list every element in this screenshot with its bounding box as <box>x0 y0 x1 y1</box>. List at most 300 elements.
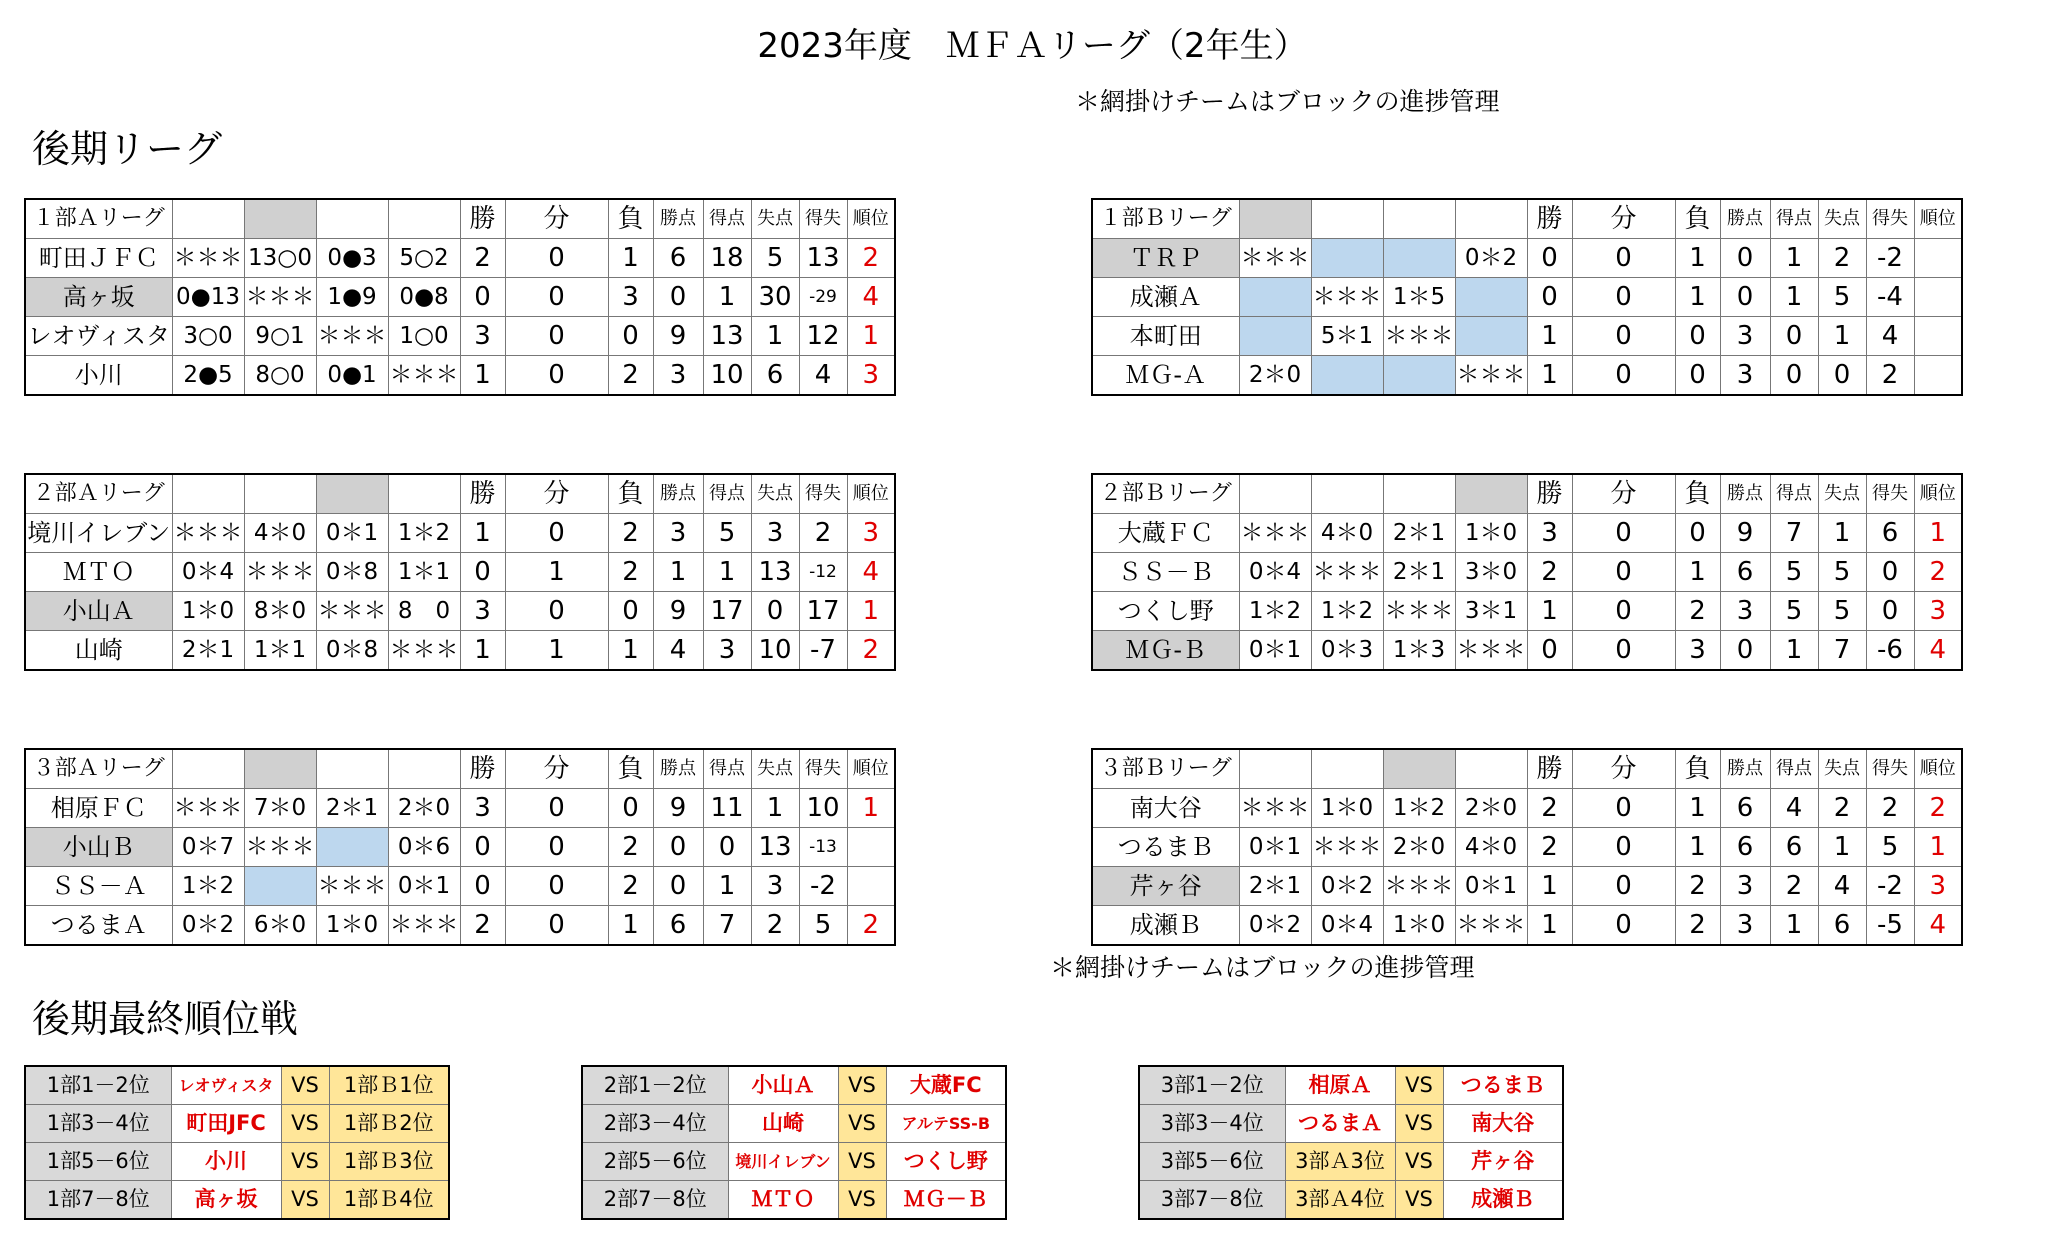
vs-label: VS <box>1395 1143 1443 1181</box>
opponent-header-cell <box>172 199 244 239</box>
team-name: 相原ＦＣ <box>25 789 172 828</box>
stat-header: 勝点 <box>653 474 703 514</box>
match-result: 0＊1 <box>1455 867 1527 906</box>
team-stat: 0 <box>1572 514 1675 553</box>
team-stat: 0 <box>1572 828 1675 867</box>
team-stat: 5 <box>799 906 847 946</box>
team-stat: 2 <box>1527 789 1572 828</box>
team-right: 1部Ｂ3位 <box>329 1143 449 1181</box>
team-stat: 2 <box>608 356 653 396</box>
match-result: 8○0 <box>244 356 316 396</box>
team-name: ＭＧ-Ａ <box>1092 356 1239 396</box>
team-stat: 3 <box>1720 356 1770 396</box>
section-final-ranking: 後期最終順位戦 <box>32 997 299 1041</box>
team-stat: 13 <box>751 828 799 867</box>
stat-header: 得失 <box>1866 749 1914 789</box>
opponent-header-cell <box>1383 474 1455 514</box>
team-stat: 4 <box>847 553 895 592</box>
match-result: ＊＊＊ <box>1311 828 1383 867</box>
team-stat: -2 <box>1866 867 1914 906</box>
match-result: 1＊0 <box>172 592 244 631</box>
team-stat: 0 <box>460 828 505 867</box>
stat-header: 勝 <box>1527 199 1572 239</box>
match-result: ＊＊＊ <box>172 789 244 828</box>
team-stat: 0 <box>1572 906 1675 946</box>
team-stat: 0 <box>1572 631 1675 671</box>
stat-header: 勝 <box>460 474 505 514</box>
team-row <box>1092 317 1962 356</box>
team-stat: 4 <box>847 278 895 317</box>
league-header-row <box>1092 474 1962 514</box>
stat-header: 得失 <box>1866 199 1914 239</box>
placement-label: 2部5－6位 <box>582 1143 728 1181</box>
team-stat: 3 <box>1914 592 1962 631</box>
vs-label: VS <box>1395 1181 1443 1220</box>
team-right: 大蔵FC <box>886 1066 1006 1105</box>
stat-header: 負 <box>1675 199 1720 239</box>
team-row <box>25 867 895 906</box>
team-stat: 1 <box>1818 514 1866 553</box>
team-stat: 2 <box>1914 789 1962 828</box>
team-stat: 18 <box>703 239 751 278</box>
team-row <box>1092 514 1962 553</box>
team-stat: 5 <box>1866 828 1914 867</box>
team-stat: 1 <box>1675 789 1720 828</box>
team-stat: 1 <box>608 631 653 671</box>
team-stat: 13 <box>703 317 751 356</box>
placement-label: 1部5－6位 <box>25 1143 171 1181</box>
team-stat: 2 <box>460 239 505 278</box>
team-right: 1部Ｂ1位 <box>329 1066 449 1105</box>
team-stat: 0 <box>1770 356 1818 396</box>
team-name: つくし野 <box>1092 592 1239 631</box>
team-name: レオヴィスタ <box>25 317 172 356</box>
placement-label: 1部7－8位 <box>25 1181 171 1220</box>
team-stat: 4 <box>653 631 703 671</box>
vs-label: VS <box>838 1105 886 1143</box>
stat-header: 勝点 <box>1720 474 1770 514</box>
league-table <box>24 198 896 396</box>
team-stat: 3 <box>1720 867 1770 906</box>
team-stat: 3 <box>1675 631 1720 671</box>
team-stat: 0 <box>1866 553 1914 592</box>
match-result: 0＊1 <box>388 867 460 906</box>
team-stat: -13 <box>799 828 847 867</box>
team-stat: 2 <box>1818 239 1866 278</box>
stat-header: 得失 <box>799 749 847 789</box>
team-stat: 5 <box>1818 592 1866 631</box>
match-result: ＊＊＊ <box>316 317 388 356</box>
match-result: 3○0 <box>172 317 244 356</box>
team-row <box>25 317 895 356</box>
match-result: ＊＊＊ <box>1383 592 1455 631</box>
team-stat: 1 <box>608 239 653 278</box>
match-result: ＊＊＊ <box>1455 356 1527 396</box>
match-result: 1＊0 <box>1383 906 1455 946</box>
stat-header: 得点 <box>1770 474 1818 514</box>
team-stat: 1 <box>1527 317 1572 356</box>
team-name: 南大谷 <box>1092 789 1239 828</box>
stat-header: 順位 <box>847 749 895 789</box>
opponent-header-cell <box>1311 749 1383 789</box>
shading-note-lower: ＊網掛けチームはブロックの進捗管理 <box>1050 953 1475 982</box>
team-stat: 0 <box>505 906 608 946</box>
team-left: 町田JFC <box>171 1105 281 1143</box>
match-result: 2＊1 <box>1383 514 1455 553</box>
match-result: 1＊1 <box>244 631 316 671</box>
team-stat: 1 <box>847 789 895 828</box>
match-result: 2＊1 <box>172 631 244 671</box>
team-stat: 6 <box>1866 514 1914 553</box>
stat-header: 順位 <box>1914 474 1962 514</box>
match-result: ＊＊＊ <box>1455 906 1527 946</box>
team-stat: 2 <box>1527 553 1572 592</box>
placement-label: 2部7－8位 <box>582 1181 728 1220</box>
team-stat: 1 <box>1770 631 1818 671</box>
team-name: 小山Ｂ <box>25 828 172 867</box>
team-right: ＭＧ－Ｂ <box>886 1181 1006 1220</box>
team-left: 山崎 <box>728 1105 838 1143</box>
match-result: 1●9 <box>316 278 388 317</box>
league-header-row <box>25 749 895 789</box>
final-ranking-table <box>1138 1065 1564 1220</box>
league-header-row <box>1092 749 1962 789</box>
match-result: 0＊2 <box>1455 239 1527 278</box>
team-stat: 0 <box>1720 278 1770 317</box>
team-stat: 2 <box>1914 553 1962 592</box>
league-name: １部Ａリーグ <box>25 199 172 239</box>
team-row <box>1092 631 1962 671</box>
team-stat: 1 <box>1770 278 1818 317</box>
vs-label: VS <box>838 1143 886 1181</box>
team-stat: 0 <box>505 278 608 317</box>
team-row <box>1092 828 1962 867</box>
team-stat: 2 <box>608 867 653 906</box>
stat-header: 負 <box>1675 474 1720 514</box>
team-stat: 0 <box>1572 317 1675 356</box>
match-result: 1＊0 <box>316 906 388 946</box>
match-result: ＊＊＊ <box>316 867 388 906</box>
team-stat: 13 <box>751 553 799 592</box>
team-stat: 5 <box>1770 592 1818 631</box>
team-stat: 0 <box>460 867 505 906</box>
final-match-row <box>582 1066 1006 1105</box>
team-name: ＭＴＯ <box>25 553 172 592</box>
team-stat: 0 <box>1770 317 1818 356</box>
team-stat: 0 <box>1818 356 1866 396</box>
team-stat <box>1914 317 1962 356</box>
team-stat: 6 <box>653 906 703 946</box>
opponent-header-cell <box>388 749 460 789</box>
team-stat: 3 <box>653 514 703 553</box>
team-stat: 1 <box>847 317 895 356</box>
team-stat: 3 <box>847 514 895 553</box>
team-stat: 3 <box>751 867 799 906</box>
stat-header: 勝 <box>1527 749 1572 789</box>
team-stat: 6 <box>1720 789 1770 828</box>
team-row <box>25 239 895 278</box>
team-row <box>1092 789 1962 828</box>
team-stat: -2 <box>1866 239 1914 278</box>
team-left: ＭＴＯ <box>728 1181 838 1220</box>
opponent-header-cell <box>316 749 388 789</box>
team-stat: 1 <box>505 631 608 671</box>
match-result: ＊＊＊ <box>1311 553 1383 592</box>
team-row <box>1092 592 1962 631</box>
team-stat: 2 <box>799 514 847 553</box>
match-result: 0＊8 <box>316 553 388 592</box>
match-result: 0＊6 <box>388 828 460 867</box>
team-row <box>25 906 895 946</box>
team-stat: 2 <box>1818 789 1866 828</box>
team-stat: 6 <box>1818 906 1866 946</box>
match-result: 5○2 <box>388 239 460 278</box>
team-stat: 2 <box>751 906 799 946</box>
stat-header: 得点 <box>1770 749 1818 789</box>
team-left: 高ヶ坂 <box>171 1181 281 1220</box>
team-stat: 9 <box>653 317 703 356</box>
match-result: 4＊0 <box>244 514 316 553</box>
team-stat: 2 <box>1675 592 1720 631</box>
team-stat: 5 <box>703 514 751 553</box>
stat-header: 得点 <box>703 199 751 239</box>
team-stat: 1 <box>1770 239 1818 278</box>
team-stat: 0 <box>1572 867 1675 906</box>
opponent-header-cell <box>1239 474 1311 514</box>
stat-header: 順位 <box>1914 749 1962 789</box>
match-result: 3＊0 <box>1455 553 1527 592</box>
team-stat: 3 <box>608 278 653 317</box>
league-table <box>24 748 896 946</box>
team-stat: 2 <box>1866 356 1914 396</box>
match-result: 2＊1 <box>1383 553 1455 592</box>
team-stat: 4 <box>1914 906 1962 946</box>
team-stat: 0 <box>1572 356 1675 396</box>
team-stat: 4 <box>799 356 847 396</box>
league-table <box>1091 198 1963 396</box>
team-stat: 5 <box>1818 553 1866 592</box>
team-name: つるまＡ <box>25 906 172 946</box>
team-stat: -2 <box>799 867 847 906</box>
team-stat: 1 <box>1675 828 1720 867</box>
opponent-header-cell <box>1383 749 1455 789</box>
team-stat: 6 <box>653 239 703 278</box>
match-result: 7＊0 <box>244 789 316 828</box>
team-stat: 9 <box>653 592 703 631</box>
team-stat: 10 <box>703 356 751 396</box>
team-stat: 2 <box>847 239 895 278</box>
team-right: 1部Ｂ2位 <box>329 1105 449 1143</box>
page-title: 2023年度 ＭＦＡリーグ（2年生） <box>757 26 1308 66</box>
placement-label: 1部1－2位 <box>25 1066 171 1105</box>
opponent-header-cell <box>316 199 388 239</box>
opponent-header-cell <box>1311 199 1383 239</box>
team-stat: -5 <box>1866 906 1914 946</box>
team-stat: 3 <box>1720 906 1770 946</box>
match-result: 4＊0 <box>1311 514 1383 553</box>
match-result: ＊＊＊ <box>316 592 388 631</box>
team-stat: -6 <box>1866 631 1914 671</box>
team-stat: -4 <box>1866 278 1914 317</box>
stat-header: 分 <box>1572 474 1675 514</box>
match-result: 2＊0 <box>388 789 460 828</box>
team-row <box>25 356 895 396</box>
match-result: 0＊4 <box>1239 553 1311 592</box>
match-result: 13○0 <box>244 239 316 278</box>
match-result <box>244 867 316 906</box>
vs-label: VS <box>838 1181 886 1220</box>
team-row <box>25 278 895 317</box>
team-left: つるまＡ <box>1285 1105 1395 1143</box>
stat-header: 得失 <box>1866 474 1914 514</box>
team-name: 成瀬Ｂ <box>1092 906 1239 946</box>
team-name: 高ヶ坂 <box>25 278 172 317</box>
team-stat: 0 <box>1675 317 1720 356</box>
team-stat: 1 <box>460 514 505 553</box>
final-match-row <box>1139 1181 1563 1220</box>
opponent-header-cell <box>388 474 460 514</box>
stat-header: 負 <box>608 749 653 789</box>
team-row <box>1092 239 1962 278</box>
team-stat: 7 <box>1770 514 1818 553</box>
league-header-row <box>25 474 895 514</box>
team-stat: 4 <box>1914 631 1962 671</box>
match-result: 0＊2 <box>1239 906 1311 946</box>
team-stat: 1 <box>1818 828 1866 867</box>
match-result: 0＊1 <box>316 514 388 553</box>
team-stat: 6 <box>1720 828 1770 867</box>
team-stat: 0 <box>751 592 799 631</box>
team-stat: 0 <box>608 789 653 828</box>
match-result: 8 0 <box>388 592 460 631</box>
stat-header: 失点 <box>1818 749 1866 789</box>
league-table <box>1091 473 1963 671</box>
team-stat: 2 <box>1770 867 1818 906</box>
match-result: 6＊0 <box>244 906 316 946</box>
league-name: １部Ｂリーグ <box>1092 199 1239 239</box>
team-stat: 1 <box>1527 592 1572 631</box>
placement-label: 3部3－4位 <box>1139 1105 1285 1143</box>
team-name: 小川 <box>25 356 172 396</box>
match-result <box>1311 239 1383 278</box>
vs-label: VS <box>1395 1105 1443 1143</box>
team-stat: 0 <box>1572 239 1675 278</box>
team-stat: 0 <box>505 514 608 553</box>
match-result: 2＊0 <box>1383 828 1455 867</box>
team-name: 境川イレブン <box>25 514 172 553</box>
placement-label: 2部1－2位 <box>582 1066 728 1105</box>
team-row <box>25 789 895 828</box>
stat-header: 負 <box>608 199 653 239</box>
match-result: 0＊2 <box>172 906 244 946</box>
stat-header: 勝 <box>460 199 505 239</box>
team-stat: 1 <box>703 553 751 592</box>
final-match-row <box>582 1181 1006 1220</box>
team-stat: 5 <box>751 239 799 278</box>
stat-header: 順位 <box>847 474 895 514</box>
stat-header: 順位 <box>1914 199 1962 239</box>
match-result: 0＊7 <box>172 828 244 867</box>
league-header-row <box>1092 199 1962 239</box>
team-name: 町田ＪＦＣ <box>25 239 172 278</box>
match-result: 0●3 <box>316 239 388 278</box>
team-stat: -12 <box>799 553 847 592</box>
team-stat: 1 <box>847 592 895 631</box>
team-name: 小山Ａ <box>25 592 172 631</box>
placement-label: 3部7－8位 <box>1139 1181 1285 1220</box>
team-right: 成瀬Ｂ <box>1443 1181 1563 1220</box>
team-stat: 3 <box>1720 317 1770 356</box>
opponent-header-cell <box>388 199 460 239</box>
team-name: 本町田 <box>1092 317 1239 356</box>
match-result: ＊＊＊ <box>1239 789 1311 828</box>
team-stat: 30 <box>751 278 799 317</box>
team-stat: 6 <box>1770 828 1818 867</box>
stat-header: 得失 <box>799 474 847 514</box>
team-stat: 0 <box>1572 278 1675 317</box>
match-result: ＊＊＊ <box>388 906 460 946</box>
match-result: 0＊4 <box>172 553 244 592</box>
stat-header: 失点 <box>751 749 799 789</box>
team-stat: 2 <box>847 631 895 671</box>
match-result: 1＊2 <box>172 867 244 906</box>
league-name: ２部Ｂリーグ <box>1092 474 1239 514</box>
team-stat: 1 <box>1675 553 1720 592</box>
match-result: 0＊1 <box>1239 828 1311 867</box>
league-table <box>24 473 896 671</box>
team-stat: 1 <box>1675 278 1720 317</box>
match-result: 0●1 <box>316 356 388 396</box>
team-stat: 3 <box>1914 867 1962 906</box>
team-name: 山崎 <box>25 631 172 671</box>
team-stat: 0 <box>1720 631 1770 671</box>
team-row <box>25 631 895 671</box>
team-stat: 10 <box>799 789 847 828</box>
team-right: つくし野 <box>886 1143 1006 1181</box>
final-ranking-table <box>24 1065 450 1220</box>
team-stat: 6 <box>751 356 799 396</box>
stat-header: 勝 <box>1527 474 1572 514</box>
match-result: ＊＊＊ <box>244 828 316 867</box>
match-result: 5＊1 <box>1311 317 1383 356</box>
opponent-header-cell <box>1455 199 1527 239</box>
team-stat <box>1914 239 1962 278</box>
team-stat: 0 <box>505 356 608 396</box>
match-result: 0＊8 <box>316 631 388 671</box>
match-result: 1＊2 <box>388 514 460 553</box>
team-stat: 1 <box>608 906 653 946</box>
team-row <box>1092 553 1962 592</box>
team-stat: 1 <box>505 553 608 592</box>
vs-label: VS <box>281 1143 329 1181</box>
match-result: 1○0 <box>388 317 460 356</box>
team-row <box>25 592 895 631</box>
team-left: 3部Ａ4位 <box>1285 1181 1395 1220</box>
team-row <box>25 553 895 592</box>
league-header-row <box>25 199 895 239</box>
final-match-row <box>1139 1105 1563 1143</box>
team-stat: 0 <box>703 828 751 867</box>
match-result: 0＊1 <box>1239 631 1311 671</box>
final-match-row <box>582 1143 1006 1181</box>
match-result: ＊＊＊ <box>388 631 460 671</box>
team-stat: 6 <box>1720 553 1770 592</box>
team-stat: 0 <box>608 317 653 356</box>
match-result: ＊＊＊ <box>1455 631 1527 671</box>
final-ranking-table <box>581 1065 1007 1220</box>
stat-header: 勝点 <box>1720 199 1770 239</box>
team-stat: 0 <box>653 278 703 317</box>
